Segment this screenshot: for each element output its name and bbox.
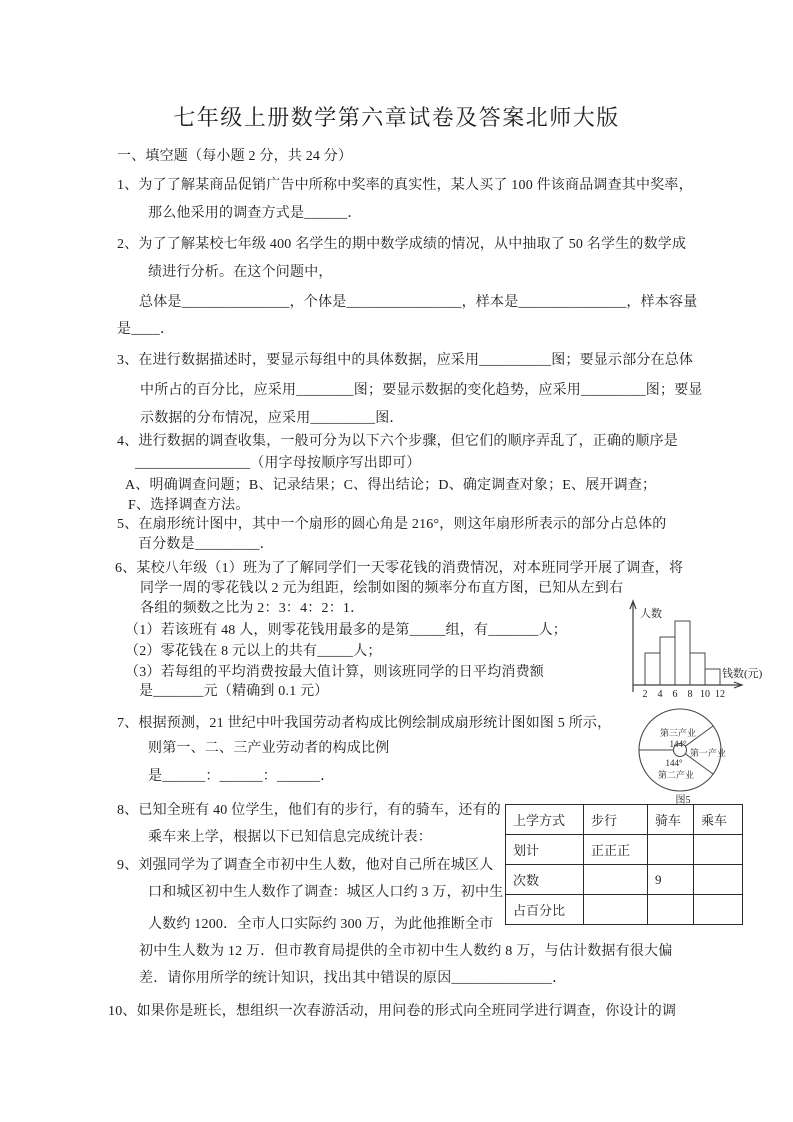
q3-line-2: 中所占的百分比，应采用________图；要显示数据的变化趋势，应采用_________图；要显: [140, 383, 703, 398]
q2-line-3: 总体是_______________，个体是________________，样本是_______________，样本容量: [139, 295, 698, 310]
svg-text:8: 8: [687, 689, 693, 700]
svg-text:12: 12: [715, 689, 725, 700]
table-cell: [648, 835, 694, 865]
q3-line-1: 3、在进行数据描述时，要显示每组中的具体数据，应采用__________图；要显示部分在总体: [117, 353, 694, 368]
q4-line-2: ________________（用字母按顺序写出即可）: [135, 456, 421, 471]
q6-line-1: 6、某校八年级（1）班为了了解同学们一天零花钱的消费情况，对本班同学开展了调查，将: [115, 561, 684, 576]
pie-label-second-industry: 第二产业: [657, 770, 695, 780]
q10-line-1: 10、如果你是班长，想组织一次春游活动，用问卷的形式向全班同学进行调查，你设计的调: [108, 1004, 677, 1019]
table-cell: 9: [648, 865, 694, 895]
table-row: [506, 895, 743, 925]
table-header-cell: 步行: [584, 805, 648, 835]
table-row-label: 占百分比: [506, 895, 584, 925]
svg-text:2: 2: [642, 689, 648, 700]
table-row: [506, 865, 743, 895]
section-heading: 一、填空题（每小题 2 分，共 24 分）: [117, 149, 353, 164]
q8-line-1: 8、已知全班有 40 位学生，他们有的步行，有的骑车，还有的: [117, 803, 501, 818]
svg-text:10: 10: [700, 689, 710, 700]
q2-line-1: 2、为了了解某校七年级 400 名学生的期中数学成绩的情况，从中抽取了 50 名学生的数学成: [117, 237, 687, 252]
table-row: [506, 835, 743, 865]
table-header-cell: 骑车: [648, 805, 694, 835]
commute-table: [505, 804, 743, 925]
x-axis-label: 钱数(元): [722, 668, 763, 680]
q7-line-2: 则第一、二、三产业劳动者的构成比例: [148, 741, 390, 756]
table-row-label: 次数: [506, 865, 584, 895]
q9-line-4: 初中生人数为 12 万．但市教育局提供的全市初中生人数约 8 万，与估计数据有很大偏: [139, 944, 673, 959]
table-header-cell: 乘车: [694, 805, 743, 835]
table-header-cell: 上学方式: [506, 805, 584, 835]
y-axis-label: 人数: [640, 608, 662, 620]
q6-line-3: 各组的频数之比为 2：3：4：2：1．: [140, 601, 365, 616]
q2-line-2: 绩进行分析。在这个问题中，: [148, 265, 333, 280]
q1-line-1: 1、为了了解某商品促销广告中所称中奖率的真实性，某人买了 100 件该商品调查其中奖率，: [117, 178, 693, 193]
q8-line-2: 乘车来上学，根据以下已知信息完成统计表：: [148, 830, 432, 845]
q2-line-4: 是____．: [117, 322, 175, 337]
q6-line-2: 同学一周的零花钱以 2 元为组距，绘制如图的频率分布直方图，已知从左到右: [140, 581, 624, 596]
frequency-histogram: [620, 595, 793, 707]
q1-line-2: 那么他采用的调查方式是______．: [148, 206, 362, 221]
pie-label-first-industry: 第一产业: [690, 748, 727, 758]
table-cell: [648, 895, 694, 925]
pie-angle-second-industry: 144°: [665, 758, 683, 768]
table-cell: [694, 835, 743, 865]
q9-line-1: 9、刘强同学为了调查全市初中生人数，他对自己所在城区人: [117, 858, 494, 873]
industry-pie-chart: [630, 703, 755, 809]
q9-line-3: 人数约 1200．全市人口实际约 300 万，为此他推断全市: [148, 917, 494, 932]
table-cell: [694, 895, 743, 925]
table-row: [506, 805, 743, 835]
q6-sub-1: （1）若该班有 48 人，则零花钱用最多的是第_____组，有_______人；: [125, 623, 567, 638]
q9-line-5: 差．请你用所学的统计知识，找出其中错误的原因______________．: [139, 971, 567, 986]
q4-options-1: A、明确调查问题；B、记录结果；C、得出结论；D、确定调查对象；E、展开调查；: [125, 478, 657, 493]
q9-line-2: 口和城区初中生人数作了调查：城区人口约 3 万，初中生: [148, 885, 504, 900]
bar-chart-bars: [645, 621, 720, 685]
q7-line-1: 7、根据预测，21 世纪中叶我国劳动者构成比例绘制成扇形统计图如图 5 所示，: [117, 716, 612, 731]
table-cell: [694, 865, 743, 895]
q5-line-2: 百分数是_________．: [138, 537, 274, 552]
q4-line-1: 4、进行数据的调查收集，一般可分为以下六个步骤，但它们的顺序弄乱了，正确的顺序是: [117, 434, 678, 449]
table-cell: [584, 895, 648, 925]
bar-chart-ticks: [643, 689, 726, 700]
page-title: 七年级上册数学第六章试卷及答案北师大版: [173, 105, 620, 130]
q7-line-3: 是______：______：______．: [148, 769, 335, 784]
table-cell: 正正正: [584, 835, 648, 865]
q6-sub-3: （3）若每组的平均消费按最大值计算，则该班同学的日平均消费额: [125, 665, 544, 680]
table-row-label: 划计: [506, 835, 584, 865]
svg-text:6: 6: [672, 689, 678, 700]
table-cell: [584, 865, 648, 895]
pie-caption: 图5: [675, 795, 691, 806]
q6-sub-2: （2）零花钱在 8 元以上的共有_____人；: [125, 644, 382, 659]
q4-options-2: F、选择调查方法。: [128, 498, 250, 513]
q6-sub-3b: 是_______元（精确到 0.1 元）: [139, 684, 329, 699]
pie-label-third-industry: 第三产业: [659, 728, 697, 738]
pie-angle-third-industry: 144°: [669, 739, 687, 749]
q5-line-1: 5、在扇形统计图中，其中一个扇形的圆心角是 216°，则这年扇形所表示的部分占总体的: [117, 517, 667, 532]
svg-text:4: 4: [657, 689, 663, 700]
q3-line-3: 示数据的分布情况，应采用_________图．: [140, 411, 404, 426]
